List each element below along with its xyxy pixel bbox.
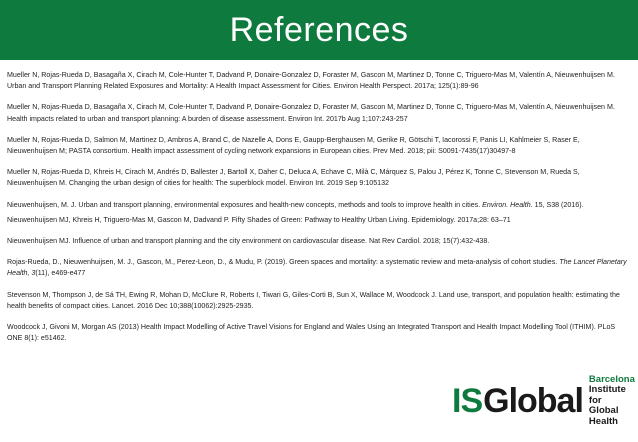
reference-journal: Environ. Health. (482, 200, 533, 209)
logo-institute-text (589, 375, 635, 428)
reference-text: 15, S38 (2016). (532, 200, 584, 209)
reference-item: Nieuwenhuijsen MJ. Influence of urban and transport planning and the city environment on cardiovascular disease. Nat Rev Cardiol. 2018; 15(7):432-438. (7, 237, 490, 246)
reference-item (7, 257, 631, 279)
logo-line-1: Barcelona (588, 373, 635, 385)
reference-item: Mueller N, Rojas-Rueda D, Salmon M, Martinez D, Ambros A, Brand C, de Nazelle A, Dons E, Gaupp-Berghausen M, Gerike R, Götschi T, Iacorossi F, Panis LI, Kahlmeier S, Raser E, Nieuwenhuijsen M; PASTA consortium. Health impact assessment of cycling network expansions in European cities. Prev Med. 2018; pii: S0091-7435(17)30497-8 (7, 135, 580, 156)
reference-item (7, 200, 631, 211)
reference-item: Mueller N, Rojas-Rueda D, Basagaña X, Cirach M, Cole-Hunter T, Dadvand P, Donaire-Gonzalez D, Foraster M, Gascon M, Martinez D, Tonne C, Triguero-Mas M, Valentín A, Nieuwenhuijsen M. Urban and Transport Planning Related Exposures and Mortality: A Health Impact Assessment for Cities. Environ Health Perspect. 2017a; 125(1):89-96 (7, 71, 615, 91)
page-title: References (229, 10, 409, 49)
reference-item: Mueller N, Rojas-Rueda D, Khreis H, Cirach M, Andrés D, Ballester J, Bartoll X, Daher C, Deluca A, Echave C, Milà C, Márquez S, Palou J, Pérez K, Tonne C, Stevenson M, Rueda S, Nieuwenhuijsen M. Changing the urban design of cities for health: The superblock model. Environ Int. 2019 Sep 9:105132 (7, 168, 580, 188)
title-banner (0, 0, 638, 60)
isglobal-logo (452, 373, 635, 427)
logo-global-text: Global (483, 381, 583, 420)
reference-item: Nieuwenhuijsen MJ, Khreis H, Triguero-Mas M, Gascon M, Dadvand P. Fifty Shades of Green: Pathway to Healthy Urban Living. Epidemiology. 2017a;28: 63–71 (7, 215, 511, 224)
reference-text: (11), e469-e477 (35, 269, 86, 278)
reference-item: Woodcock J, Givoni M, Morgan AS (2013) Health Impact Modelling of Active Travel Visions for England and Wales Using an Integrated Transport and Health Impact Modelling Tool (ITHIM). PLoS ONE 8(1): e51462. (7, 323, 616, 343)
reference-item: Stevenson M, Thompson J, de Sá TH, Ewing R, Mohan D, McClure R, Roberts I, Tiwari G, Giles-Corti B, Sun X, Wallace M, Woodcock J. Land use, transport, and population health: estimating the health benefits of compact cities. Lancet. 2016 Dec 10;388(10062):2925-2935. (7, 290, 620, 310)
logo-line-2: Institute for (588, 384, 626, 406)
reference-journal: The Lancet Planetary Health, 3 (7, 258, 627, 278)
reference-text: Nieuwenhuijsen, M. J. Urban and transport planning, environmental exposures and health-new concepts, methods and tools to improve health in cities. (7, 200, 483, 209)
reference-item: Mueller N, Rojas-Rueda D, Basagaña X, Cirach M, Cole-Hunter T, Dadvand P, Donaire-Gonzalez D, Foraster M, Gascon M, Martinez D, Tonne C, Triguero-Mas M, Valentín A, Nieuwenhuijsen M. Health impacts related to urban and transport planning: A burden of disease assessment. Environ Int. 2017b Aug 1;107:243-257 (7, 103, 615, 123)
logo-is-text: IS (452, 381, 483, 420)
logo-line-3: Global Health (588, 405, 619, 427)
reference-list (7, 70, 631, 344)
reference-text: Rojas-Rueda, D., Nieuwenhuijsen, M. J., Gascon, M., Perez-Leon, D., & Mudu, P. (2019). Green spaces and mortality: a systematic review and meta-analysis of cohort studies. (7, 258, 560, 267)
